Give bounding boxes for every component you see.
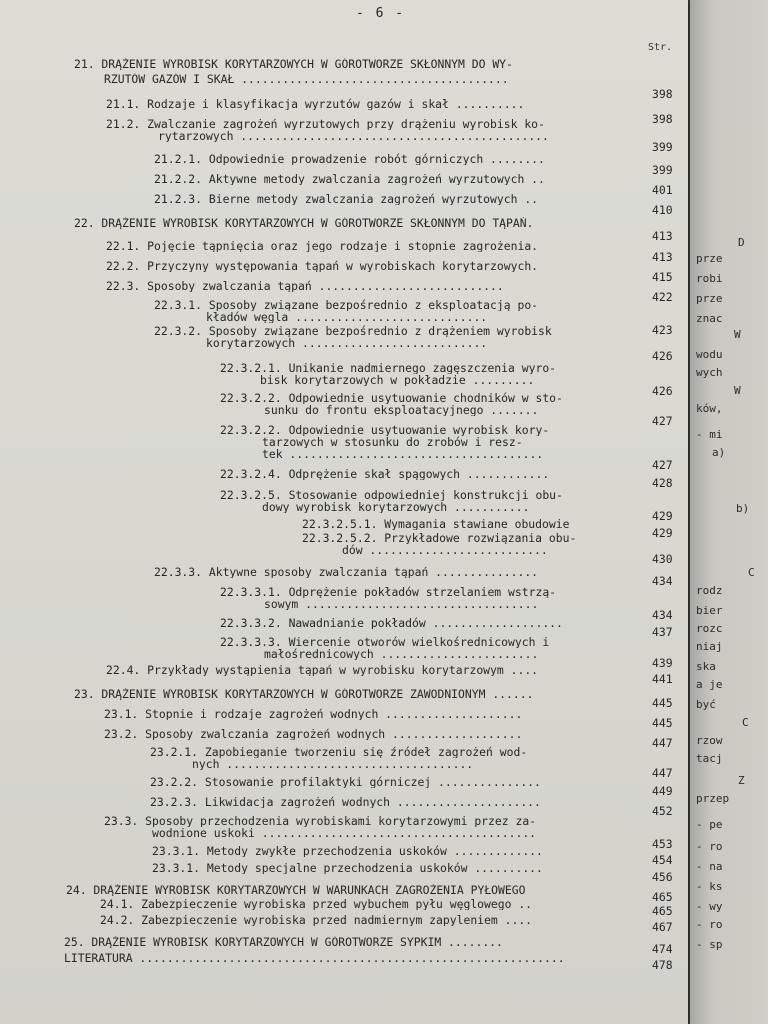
toc-page-number: 428 <box>652 476 673 490</box>
toc-page-number: 474 <box>652 942 673 956</box>
toc-entry: 22.3.2.5.2. Przykładowe rozwiązania obu- <box>302 532 577 544</box>
toc-page-number: 437 <box>652 625 673 639</box>
toc-entry: nych .................................... <box>192 758 474 770</box>
adjacent-page-text: - ro <box>696 918 723 931</box>
toc-page-number: 449 <box>652 784 673 798</box>
adjacent-page-text: przep <box>696 792 730 805</box>
toc-entry: bisk korytarzowych w pokładzie ......... <box>260 374 535 386</box>
toc-page-number: 410 <box>652 203 673 217</box>
adjacent-page-text: - ks <box>696 880 723 893</box>
adjacent-page-text: - sp <box>696 938 723 951</box>
adjacent-page-text: bier <box>696 604 723 617</box>
toc-entry: 23.2.1. Zapobieganie tworzeniu się źródeł zagrożeń wod- <box>150 746 528 758</box>
toc-entry: tarzowych w stosunku do zrobów i resz- <box>262 436 523 448</box>
adjacent-page-text: znac <box>696 312 723 325</box>
toc-entry: wodnione uskoki ........................................ <box>152 827 537 839</box>
adjacent-page-text: niaj <box>696 640 723 653</box>
adjacent-page-text: W <box>734 384 741 397</box>
toc-entry: 22.3.1. Sposoby związane bezpośrednio z eksploatacją po- <box>154 299 539 311</box>
toc-entry: sunku do frontu eksploatacyjnego ....... <box>264 404 539 416</box>
toc-entry: 22.3.3.1. Odprężenie pokładów strzelaniem wstrzą- <box>220 586 557 598</box>
toc-entry: 21.1. Rodzaje i klasyfikacja wyrzutów gazów i skał .......... <box>106 98 525 110</box>
adjacent-page-text: a je <box>696 678 723 691</box>
adjacent-page-text: rzow <box>696 734 723 747</box>
toc-entry: 23.3.1. Metody specjalne przechodzenia uskoków .......... <box>152 862 543 874</box>
toc-page-number: 430 <box>652 552 673 566</box>
toc-page-number: 434 <box>652 608 673 622</box>
toc-page-number: 452 <box>652 804 673 818</box>
toc-entry: 23.3. Sposoby przechodzenia wyrobiskami korytarzowymi przez za- <box>104 815 537 827</box>
toc-entry: 22. DRĄŻENIE WYROBISK KORYTARZOWYCH W GÓROTWORZE SKŁONNYM DO TĄPAŃ. <box>74 217 534 229</box>
toc-page-number: 399 <box>652 163 673 177</box>
adjacent-page-text: prze <box>696 292 723 305</box>
toc-page-number: 456 <box>652 870 673 884</box>
toc-entry: korytarzowych ........................... <box>206 337 488 349</box>
toc-entry: 21.2.3. Bierne metody zwalczania zagrożeń wyrzutowych .. <box>154 193 539 205</box>
adjacent-page-text: być <box>696 698 716 711</box>
toc-entry: 22.3.2.4. Odprężenie skał spągowych ............ <box>220 468 550 480</box>
adjacent-page-text: robi <box>696 272 723 285</box>
adjacent-page-text: Z <box>738 774 745 787</box>
toc-entry: 21.2.1. Odpowiednie prowadzenie robót górniczych ........ <box>154 153 545 165</box>
adjacent-page-text: D <box>738 236 745 249</box>
toc-page-number: 429 <box>652 509 673 523</box>
adjacent-page-text: W <box>734 328 741 341</box>
page-column-label: Str. <box>648 42 673 53</box>
toc-entry: 23.3.1. Metody zwykłe przechodzenia uskoków ............. <box>152 845 543 857</box>
toc-entry: małośrednicowych ....................... <box>264 648 539 660</box>
toc-page-number: 439 <box>652 656 673 670</box>
toc-entry: 23. DRĄŻENIE WYROBISK KORYTARZOWYCH W GÓROTWORZE ZAWODNIONYM ...... <box>74 688 534 700</box>
adjacent-page-text: wych <box>696 366 723 379</box>
toc-entry: 23.2.3. Likwidacja zagrożeń wodnych ..................... <box>150 796 541 808</box>
toc-entry: 22.3.3.2. Nawadnianie pokładów ................... <box>220 617 563 629</box>
toc-entry: 24.2. Zabezpieczenie wyrobiska przed nadmiernym zapyleniem .... <box>100 914 533 926</box>
toc-page-number: 401 <box>652 183 673 197</box>
toc-page-number: 427 <box>652 458 673 472</box>
toc-entry: 22.4. Przykłady wystąpienia tąpań w wyrobisku korytarzowym .... <box>106 664 539 676</box>
toc-entry: rytarzowych ............................................. <box>158 130 549 142</box>
toc-page-number: 427 <box>652 414 673 428</box>
toc-page-number: 465 <box>652 890 673 904</box>
adjacent-page-text: C <box>748 566 755 579</box>
toc-entry: 22.3.3.3. Wiercenie otworów wielkośrednicowych i <box>220 636 550 648</box>
adjacent-page-text: prze <box>696 252 723 265</box>
toc-entry: 23.2. Sposoby zwalczania zagrożeń wodnych ................... <box>104 728 523 740</box>
toc-page-number: 441 <box>652 672 673 686</box>
toc-entry: 22.3.2.1. Unikanie nadmiernego zagęszczenia wyro- <box>220 362 557 374</box>
toc-entry: tek ..................................... <box>262 448 544 460</box>
adjacent-page-text: C <box>742 716 749 729</box>
toc-page-number: 447 <box>652 766 673 780</box>
adjacent-page-text: rodz <box>696 584 723 597</box>
toc-entry: 24. DRĄŻENIE WYROBISK KORYTARZOWYCH W WARUNKACH ZAGROŻENIA PYŁOWEGO <box>66 884 526 896</box>
toc-entry: kładów węgla ............................ <box>206 311 488 323</box>
toc-page-number: 398 <box>652 87 673 101</box>
adjacent-page-text: - wy <box>696 900 723 913</box>
toc-page-number: 445 <box>652 696 673 710</box>
toc-page-number: 465 <box>652 904 673 918</box>
toc-page-number: 426 <box>652 384 673 398</box>
adjacent-page-text: - pe <box>696 818 723 831</box>
adjacent-page-text: wodu <box>696 348 723 361</box>
toc-entry: 21.2. Zwalczanie zagrożeń wyrzutowych przy drążeniu wyrobisk ko- <box>106 118 545 130</box>
toc-entry: 22.3.3. Aktywne sposoby zwalczania tąpań ............... <box>154 566 539 578</box>
toc-page-number: 398 <box>652 112 673 126</box>
toc-page-number: 445 <box>652 716 673 730</box>
toc-entry: dów .......................... <box>342 544 548 556</box>
adjacent-page-text: b) <box>736 502 750 515</box>
toc-page-number: 467 <box>652 920 673 934</box>
adjacent-page-text: - na <box>696 860 723 873</box>
toc-entry: 22.3. Sposoby zwalczania tąpań ........................... <box>106 280 504 292</box>
toc-entry: LITERATURA .............................................................. <box>64 952 565 964</box>
toc-entry: 23.2.2. Stosowanie profilaktyki górniczej ............... <box>150 776 541 788</box>
adjacent-page-text: a) <box>712 446 726 459</box>
toc-entry: 22.3.2. Sposoby związane bezpośrednio z drążeniem wyrobisk <box>154 325 552 337</box>
toc-entry: 22.3.2.5. Stosowanie odpowiedniej konstrukcji obu- <box>220 489 563 501</box>
toc-page-number: 454 <box>652 853 673 867</box>
toc-entry: dowy wyrobisk korytarzowych ........... <box>262 501 530 513</box>
toc-entry: sowym .................................. <box>264 598 539 610</box>
adjacent-page-text: rozc <box>696 622 723 635</box>
toc-page-number: 423 <box>652 323 673 337</box>
toc-page-number: 478 <box>652 958 673 972</box>
adjacent-page-text: ków, <box>696 402 723 415</box>
toc-page-number: 415 <box>652 270 673 284</box>
toc-page-number: 434 <box>652 574 673 588</box>
toc-entry: 25. DRĄŻENIE WYROBISK KORYTARZOWYCH W GÓROTWORZE SYPKIM ........ <box>64 936 503 948</box>
page-number: - 6 - <box>356 6 406 21</box>
adjacent-page-text: tacj <box>696 752 723 765</box>
adjacent-page-text: - mi <box>696 428 723 441</box>
toc-entry: 21. DRĄŻENIE WYROBISK KORYTARZOWYCH W GÓROTWORZE SKŁONNYM DO WY- <box>74 58 513 70</box>
toc-entry: 24.1. Zabezpieczenie wyrobiska przed wybuchem pyłu węglowego .. <box>100 898 533 910</box>
toc-page-number: 413 <box>652 250 673 264</box>
toc-page-number: 429 <box>652 526 673 540</box>
toc-entry: 22.3.2.2. Odpowiednie usytuowanie wyrobisk kory- <box>220 424 550 436</box>
toc-page-number: 399 <box>652 140 673 154</box>
toc-entry: 21.2.2. Aktywne metody zwalczania zagrożeń wyrzutowych .. <box>154 173 545 185</box>
toc-entry: 23.1. Stopnie i rodzaje zagrożeń wodnych .................... <box>104 708 523 720</box>
toc-entry: 22.3.2.5.1. Wymagania stawiane obudowie <box>302 518 570 530</box>
toc-page-number: 447 <box>652 736 673 750</box>
adjacent-page-text: - ro <box>696 840 723 853</box>
toc-entry: 22.1. Pojęcie tąpnięcia oraz jego rodzaje i stopnie zagrożenia. <box>106 240 539 252</box>
toc-page-number: 426 <box>652 349 673 363</box>
adjacent-page-text: ska <box>696 660 716 673</box>
toc-entry: RZUTÓW GAZÓW I SKAŁ ....................................... <box>104 73 509 85</box>
toc-page-number: 422 <box>652 290 673 304</box>
toc-entry: 22.3.2.2. Odpowiednie usytuowanie chodników w sto- <box>220 392 563 404</box>
toc-page-number: 413 <box>652 229 673 243</box>
toc-page-number: 453 <box>652 837 673 851</box>
adjacent-page <box>690 0 768 1024</box>
toc-entry: 22.2. Przyczyny występowania tąpań w wyrobiskach korytarzowych. <box>106 260 539 272</box>
